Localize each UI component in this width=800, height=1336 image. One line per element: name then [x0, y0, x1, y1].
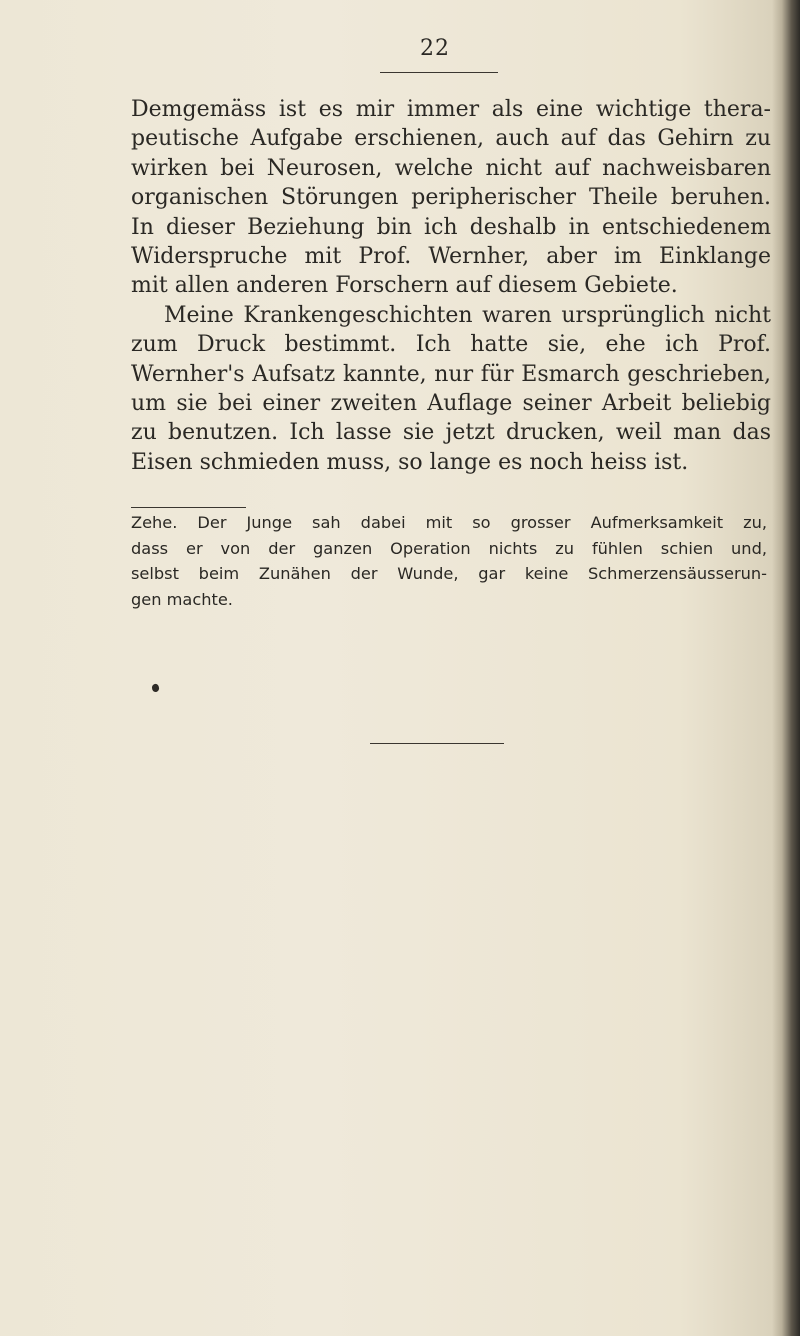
page-edge-shadow [772, 0, 800, 1336]
footnote-block [131, 510, 767, 612]
page-number: 22 [420, 36, 450, 61]
footnote-line: selbst beim Zunähen der Wunde, gar keine Schmerzensäusserun- [131, 564, 767, 583]
text-line: Eisen schmieden muss, so lange es noch heiss ist. [131, 449, 689, 475]
text-line: peutische Aufgabe erschienen, auch auf das Gehirn zu [131, 126, 771, 152]
text-line: Demgemäss ist es mir immer als eine wichtige thera- [131, 97, 771, 122]
text-line: um sie bei einer zweiten Auflage seiner Arbeit beliebig [131, 391, 771, 417]
footnote-line: dass er von der ganzen Operation nichts zu fühlen schien und, [131, 538, 767, 558]
text-line: In dieser Beziehung bin ich deshalb in entschiedenem [131, 214, 771, 240]
ink-smudge [151, 683, 160, 693]
text-line: Meine Krankengeschichten waren ursprünglich nicht [164, 302, 771, 328]
text-line: Wernher's Aufsatz kannte, nur für Esmarch geschrieben, [131, 361, 771, 387]
footnote-rule [131, 507, 246, 508]
page-number-rule [380, 72, 498, 73]
text-line: zu benutzen. Ich lasse sie jetzt drucken, weil man das [131, 420, 771, 446]
text-line: zum Druck bestimmt. Ich hatte sie, ehe ich Prof. [131, 332, 771, 358]
footnote-line: Zehe. Der Junge sah dabei mit so grosser Aufmerksamkeit zu, [131, 513, 767, 532]
text-line: mit allen anderen Forschern auf diesem Gebiete. [131, 273, 678, 299]
footnote-line: gen machte. [131, 589, 233, 609]
text-line: wirken bei Neurosen, welche nicht auf nachweisbaren [131, 155, 771, 181]
text-line: Widerspruche mit Prof. Wernher, aber im Einklange [131, 244, 771, 270]
end-rule [370, 743, 504, 744]
main-text-block [131, 95, 771, 477]
text-line: organischen Störungen peripherischer Theile beruhen. [131, 185, 771, 211]
